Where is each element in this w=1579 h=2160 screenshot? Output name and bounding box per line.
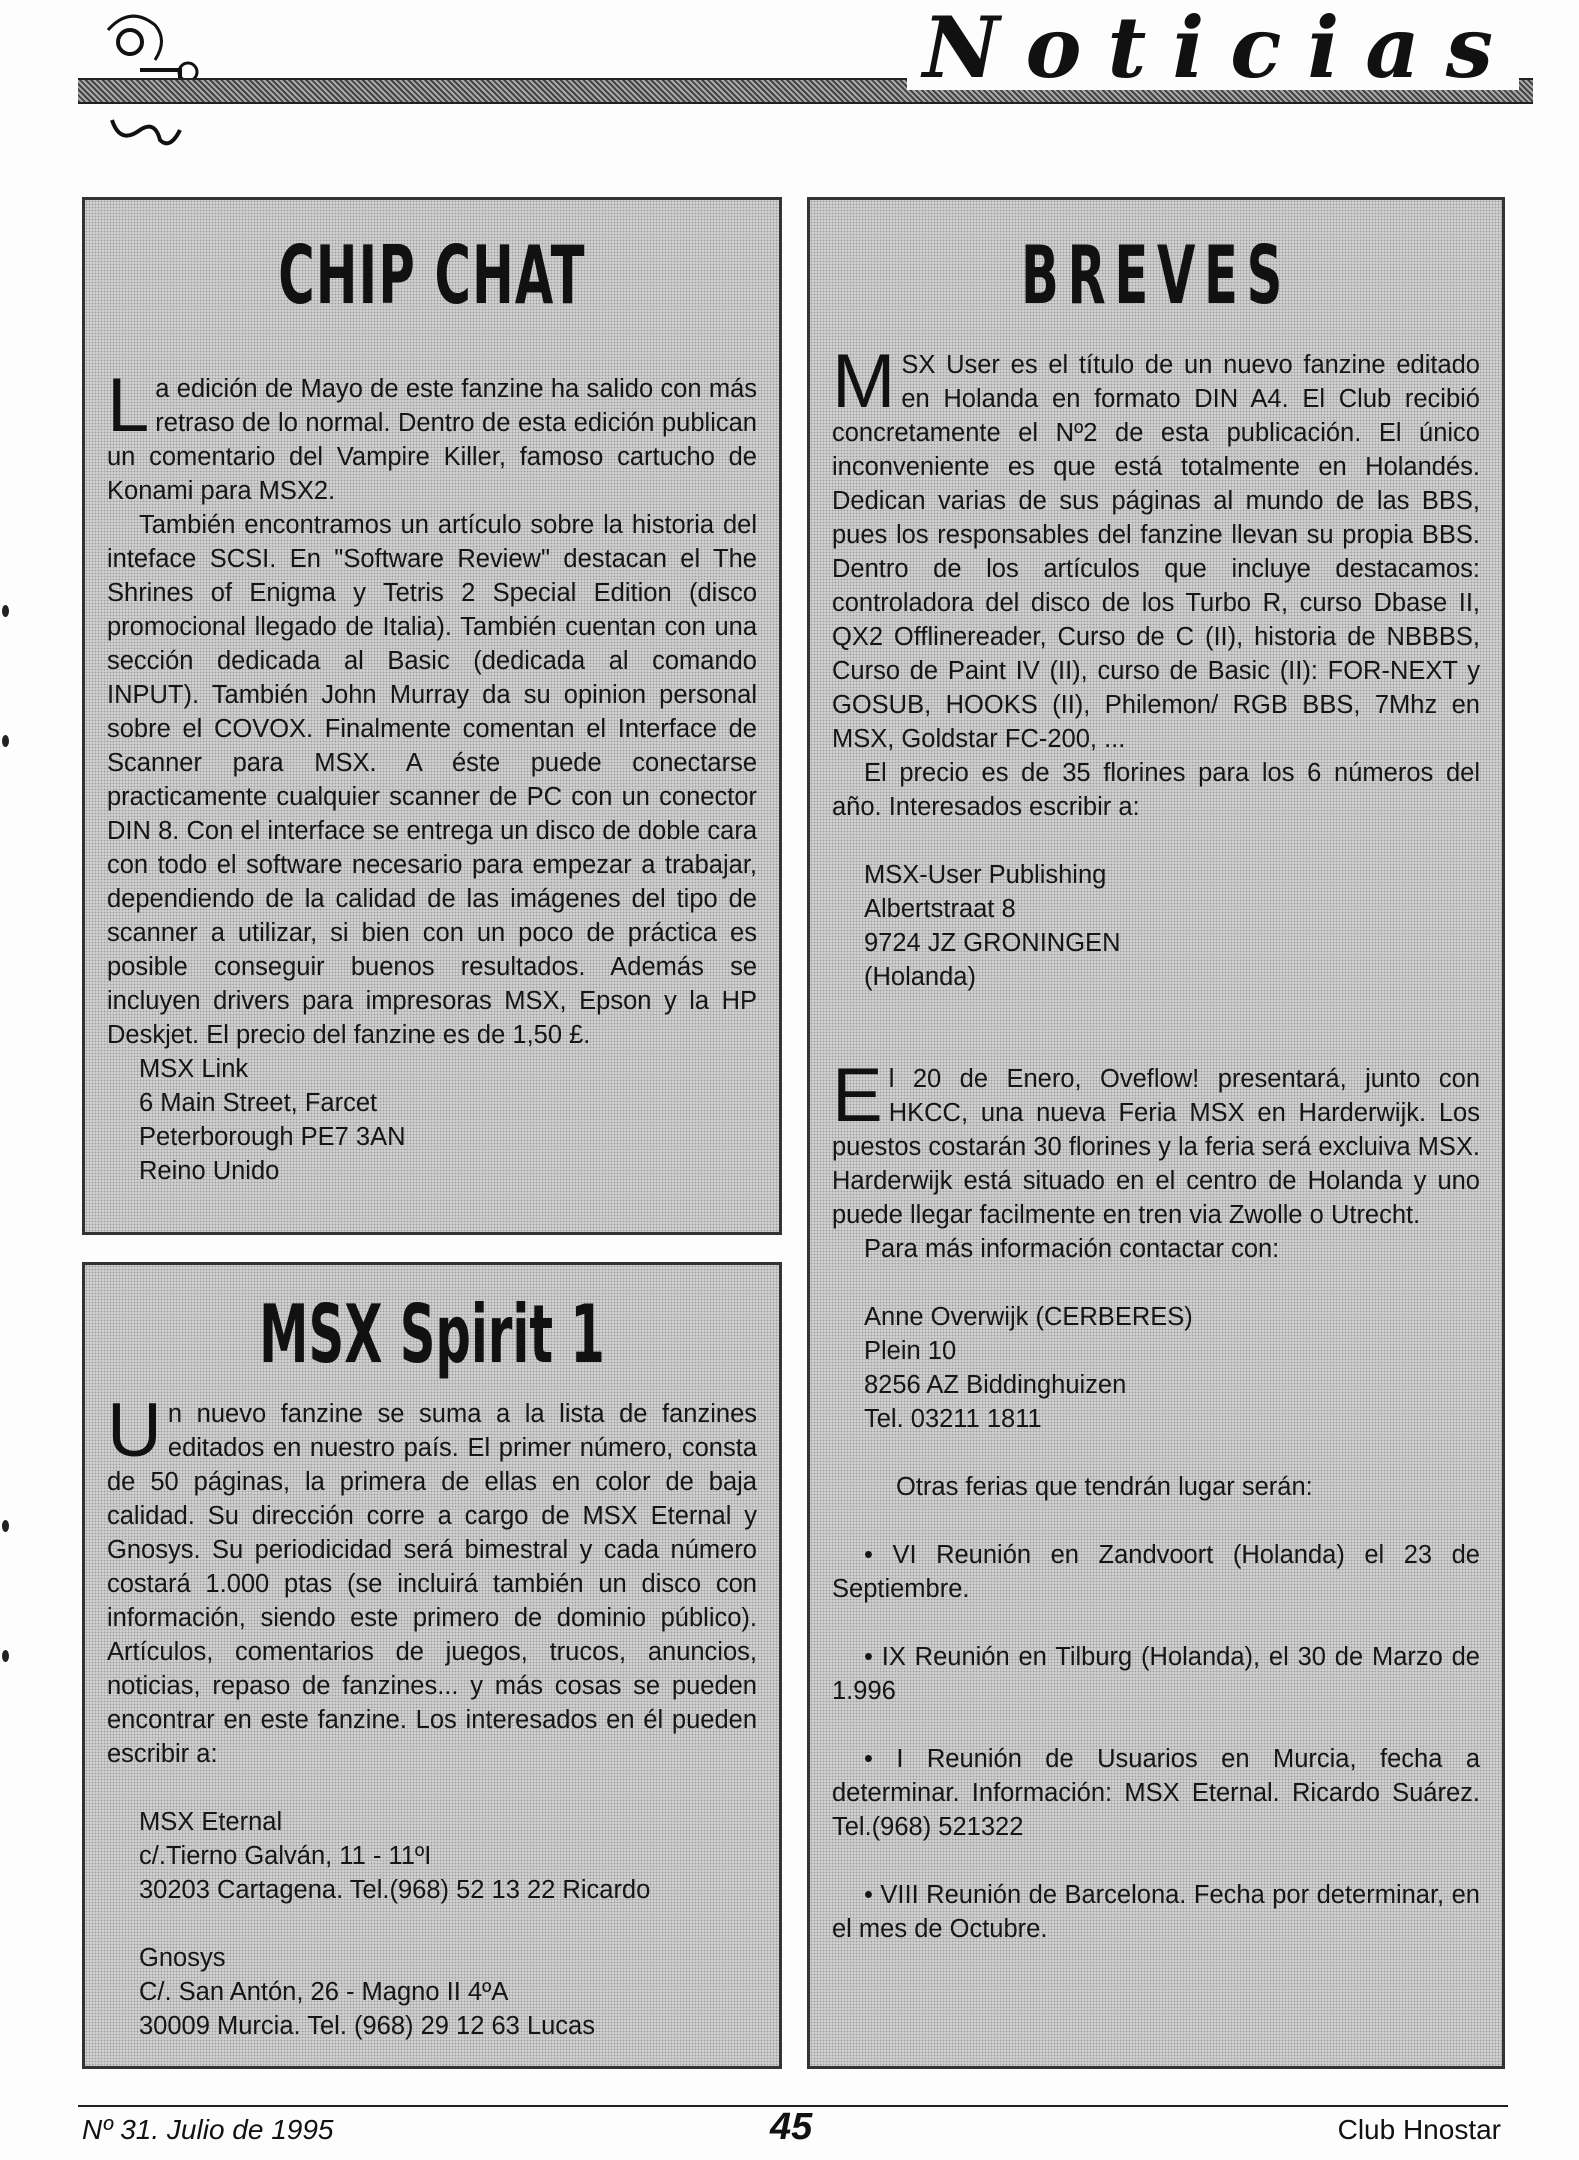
drop-cap: U — [107, 1388, 162, 1473]
drop-cap: E — [832, 1053, 883, 1138]
address-line: MSX-User Publishing — [864, 861, 1107, 889]
address-line: 30009 Murcia. Tel. (968) 29 12 63 Lucas — [139, 2012, 595, 2040]
event-item: • VIII Reunión de Barcelona. Fecha por determinar, en el mes de Octubre. — [832, 1881, 1480, 1943]
paragraph: l 20 de Enero, Oveflow! presentará, junto con HKCC, una nueva Feria MSX en Harderwijk. Los puestos costarán 30 florines y la feria será excluiva MSX. Harderwijk está situado en el centro de Holanda y uno puede llegar facilmente en tren via Zwolle o Utrecht. — [832, 1065, 1480, 1229]
event-item: • IX Reunión en Tilburg (Holanda), el 30 de Marzo de 1.996 — [832, 1643, 1480, 1705]
article-title: CHIP CHAT — [278, 229, 586, 322]
paragraph: SX User es el título de un nuevo fanzine editado en Holanda en formato DIN A4. El Club recibió concretamente el Nº2 de esta publicación. El único inconveniente es que está totalmente en Holandés. Dedican varias de sus páginas al mundo de las BBS, pues los responsables del fanzine llevan su propia BBS. Dentro de los artículos que incluye destacamos: controladora del disco de los Turbo R, curso Dbase II, QX2 Offlinereader, Curso de C (II), historia de NBBBS, Curso de Paint IV (II), curso de Basic (II): FOR-NEXT y GOSUB, HOOKS (II), Philemon/ RGB BBS, 7Mhz en MSX, Goldstar FC-200, ... — [832, 351, 1480, 753]
msx-spirit-article — [82, 1262, 782, 2069]
address-line: Reino Unido — [139, 1157, 280, 1185]
binding-mark — [2, 735, 9, 747]
address-line: (Holanda) — [864, 963, 976, 991]
address-line: Peterborough PE7 3AN — [139, 1123, 406, 1151]
address-line: C/. San Antón, 26 - Magno II 4ºA — [139, 1978, 509, 2006]
article-title: MSX Spirit 1 — [259, 1288, 605, 1381]
address-line: Anne Overwijk (CERBERES) — [864, 1303, 1193, 1331]
issue-info: Nº 31. Julio de 1995 — [82, 2114, 334, 2145]
binding-mark — [2, 1650, 9, 1662]
address-line: Albertstraat 8 — [864, 895, 1016, 923]
address-line: 9724 JZ GRONINGEN — [864, 929, 1121, 957]
drop-cap: M — [832, 339, 896, 424]
address-line: c/.Tierno Galván, 11 - 11ºI — [139, 1842, 432, 1870]
paragraph: Otras ferias que tendrán lugar serán: — [896, 1473, 1313, 1501]
publisher-name: Club Hnostar — [1337, 2114, 1501, 2145]
drop-cap: L — [107, 363, 150, 448]
binding-mark — [2, 605, 9, 617]
event-item: • I Reunión de Usuarios en Murcia, fecha a determinar. Información: MSX Eternal. Ricardo Suárez. Tel.(968) 521322 — [832, 1745, 1480, 1841]
address-line: 30203 Cartagena. Tel.(968) 52 13 22 Ricardo — [139, 1876, 651, 1904]
address-line: MSX Link — [139, 1055, 249, 1083]
breves-article — [807, 197, 1505, 2069]
section-title: Noticias — [907, 6, 1519, 90]
address-line: Gnosys — [139, 1944, 226, 1972]
paragraph: n nuevo fanzine se suma a la lista de fanzines editados en nuestro país. El primer número, consta de 50 páginas, la primera de ellas en color de baja calidad. Su dirección corre a cargo de MSX Eternal y Gnosys. Su periodicidad será bimestral y cada número costará 1.000 ptas (se incluirá también un disco con información, siendo este primero de dominio público). Artículos, comentarios de juegos, trucos, anuncios, noticias, repaso de fanzines... y más cosas se pueden encontrar en este fanzine. Los interesados en él pueden escribir a: — [107, 1400, 757, 1768]
chip-chat-article — [82, 197, 782, 1235]
paragraph: Para más información contactar con: — [864, 1235, 1280, 1263]
paragraph: También encontramos un artículo sobre la historia del inteface SCSI. En "Software Review" destacan el The Shrines of Enigma y Tetris 2 Special Edition (disco promocional llegado de Italia). También cuentan con una sección dedicada al Basic (dedicada al comando INPUT). También John Murray da su opinion personal sobre el COVOX. Finalmente comentan el Interface de Scanner para MSX. A éste puede conectarse practicamente cualquier scanner de PC con un conector DIN 8. Con el interface se entrega un disco de doble cara con todo el software necesario para empezar a trabajar, dependiendo de la calidad de las imágenes del tipo de scanner a utilizar, si bien con un poco de práctica es posible conseguir buenos resultados. Además se incluyen drivers para impresoras MSX, Epson y la HP Deskjet. El precio del fanzine es de 1,50 £. — [107, 511, 757, 1049]
address-line: Plein 10 — [864, 1337, 957, 1365]
binding-mark — [2, 1520, 9, 1532]
paragraph: a edición de Mayo de este fanzine ha salido con más retraso de lo normal. Dentro de esta edición publican un comentario del Vampire Killer, famoso cartucho de Konami para MSX2. — [107, 375, 757, 505]
address-line: 6 Main Street, Farcet — [139, 1089, 378, 1117]
address-line: Tel. 03211 1811 — [864, 1405, 1042, 1433]
address-line: 8256 AZ Biddinghuizen — [864, 1371, 1127, 1399]
paragraph: El precio es de 35 florines para los 6 números del año. Interesados escribir a: — [832, 759, 1480, 821]
article-title: BREVES — [1021, 229, 1291, 322]
page-number: 45 — [770, 2106, 813, 2148]
event-item: • VI Reunión en Zandvoort (Holanda) el 23 de Septiembre. — [832, 1541, 1480, 1603]
address-line: MSX Eternal — [139, 1808, 283, 1836]
